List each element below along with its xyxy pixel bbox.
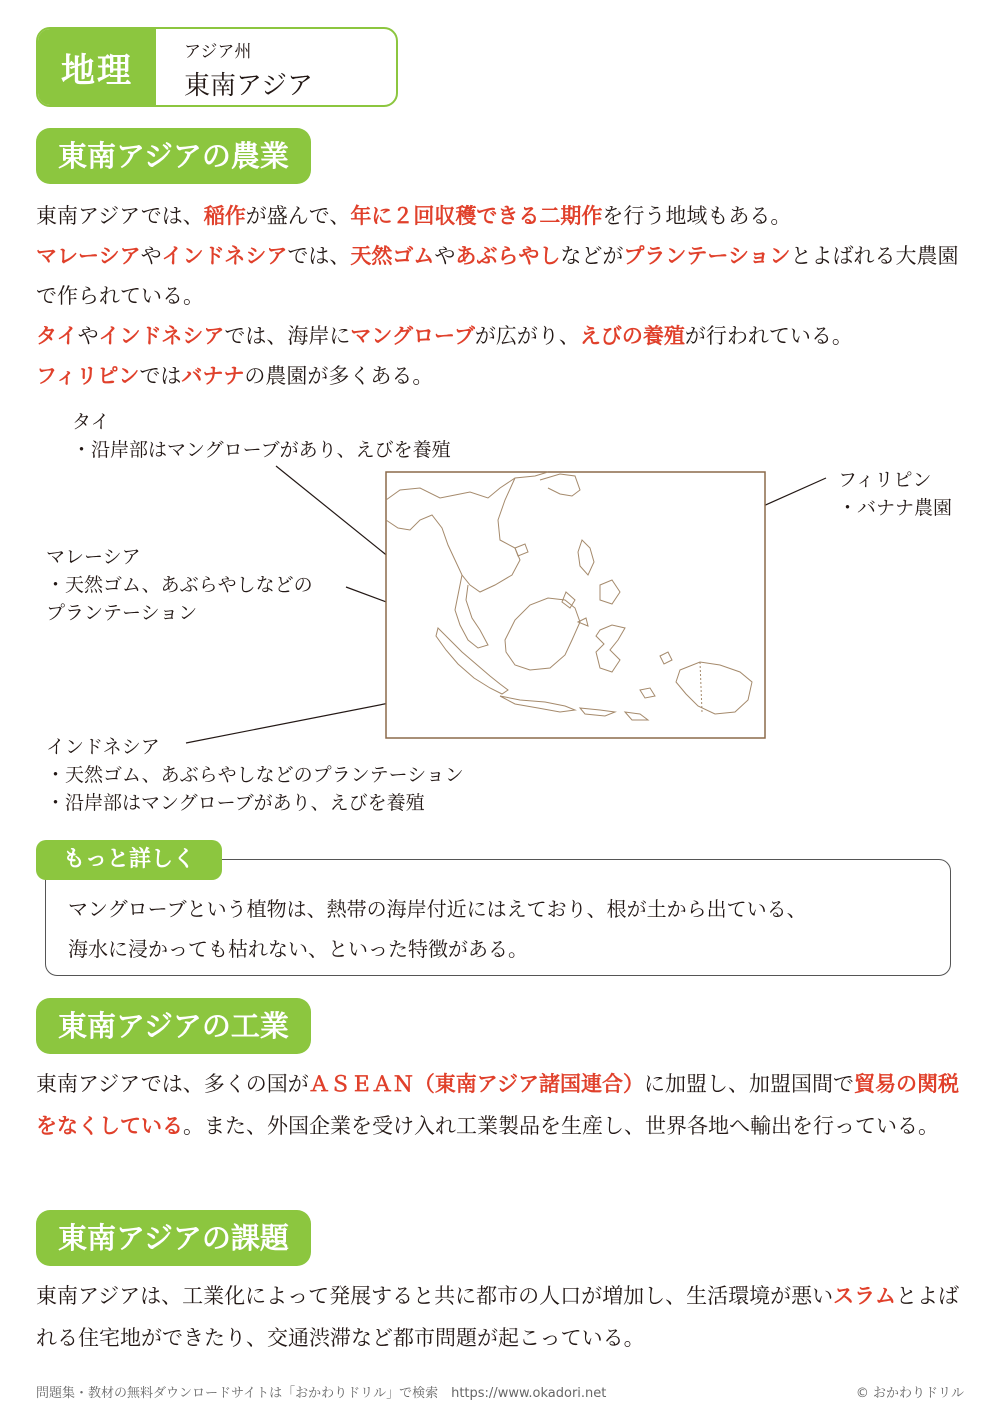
- text-segment: を行う地域もある。: [602, 204, 792, 228]
- text-segment: が盛んで、: [245, 204, 351, 228]
- page-title: 東南アジア: [184, 71, 313, 101]
- text-segment: では: [139, 364, 182, 388]
- text-segment: 東南アジアでは、: [36, 204, 204, 228]
- map-frame: [386, 472, 765, 738]
- keyword-highlight: 年に２回収穫できる二期作: [350, 204, 603, 228]
- keyword-highlight: えびの養殖: [579, 324, 685, 348]
- keyword-highlight: プランテーション: [623, 244, 791, 268]
- text-segment: や: [140, 244, 162, 268]
- philippines-note: ・バナナ農園: [838, 497, 953, 519]
- keyword-highlight: インドネシア: [98, 324, 225, 348]
- keyword-highlight: ＡＳＥＡＮ（東南アジア諸国連合）: [308, 1072, 644, 1096]
- industry-text: [36, 1063, 966, 1147]
- section-heading-agriculture: 東南アジアの農業: [36, 128, 311, 184]
- philippines-name: フィリピン: [838, 469, 932, 491]
- text-segment: では、海岸に: [224, 324, 351, 348]
- text-segment: が広がり、: [474, 324, 580, 348]
- text-segment: に加盟し、加盟国間で: [643, 1072, 854, 1096]
- keyword-highlight: スラム: [833, 1284, 896, 1308]
- keyword-highlight: 天然ゴム: [350, 244, 435, 268]
- text-segment: 東南アジアでは、多くの国が: [36, 1072, 309, 1096]
- text-segment: や: [77, 324, 99, 348]
- unit-label: アジア州: [184, 42, 252, 62]
- footer-copyright: © おかわりドリル: [855, 1386, 964, 1401]
- text-segment: が行われている。: [684, 324, 853, 348]
- indonesia-note-1: ・天然ゴム、あぶらやしなどのプランテーション: [46, 764, 464, 786]
- keyword-highlight: バナナ: [181, 364, 245, 388]
- keyword-highlight: あぶらやし: [455, 244, 561, 268]
- malaysia-note-2: プランテーション: [46, 602, 198, 624]
- text-segment: の農園が多くある。: [244, 364, 434, 388]
- section-heading-issues: 東南アジアの課題: [36, 1210, 311, 1266]
- thailand-note: ・沿岸部はマングローブがあり、えびを養殖: [72, 439, 451, 461]
- malaysia-name: マレーシア: [46, 546, 141, 568]
- keyword-highlight: 稲作: [203, 204, 246, 228]
- keyword-highlight: マレーシア: [36, 244, 141, 268]
- keyword-highlight: フィリピン: [36, 364, 140, 388]
- keyword-highlight: インドネシア: [161, 244, 288, 268]
- detail-text: [68, 889, 807, 969]
- subject-label: 地理: [38, 29, 156, 105]
- footer-site-info: 問題集・教材の無料ダウンロードサイトは「おかわりドリル」で検索 https://www.okadori.net: [36, 1386, 607, 1401]
- keyword-highlight: マングローブ: [350, 324, 475, 348]
- text-segment: では、: [287, 244, 351, 268]
- detail-tag: もっと詳しく: [36, 840, 222, 880]
- text-segment: とよばれる大農園で作られている。: [36, 244, 959, 308]
- text-segment: とよばれる住宅地ができたり、交通渋滞など都市問題が起こっている。: [36, 1284, 959, 1350]
- text-segment: などが: [560, 244, 624, 268]
- keyword-highlight: タイ: [36, 324, 78, 348]
- detail-line-1: マングローブという植物は、熱帯の海岸付近にはえており、根が土から出ている、: [68, 897, 807, 921]
- section-heading-industry: 東南アジアの工業: [36, 998, 311, 1054]
- indonesia-name: インドネシア: [46, 736, 160, 758]
- text-segment: や: [434, 244, 456, 268]
- text-segment: 東南アジアは、工業化によって発展すると共に都市の人口が増加し、生活環境が悪い: [36, 1284, 834, 1308]
- thailand-name: タイ: [72, 411, 110, 433]
- issues-text: [36, 1275, 966, 1359]
- text-segment: 。また、外国企業を受け入れ工業製品を生産し、世界各地へ輸出を行っている。: [183, 1114, 939, 1138]
- detail-line-2: 海水に浸かっても枯れない、といった特徴がある。: [68, 937, 528, 961]
- malaysia-note-1: ・天然ゴム、あぶらやしなどの: [46, 574, 313, 596]
- indonesia-note-2: ・沿岸部はマングローブがあり、えびを養殖: [46, 792, 425, 814]
- keyword-highlight: 貿易の関税をなくしている: [36, 1072, 959, 1138]
